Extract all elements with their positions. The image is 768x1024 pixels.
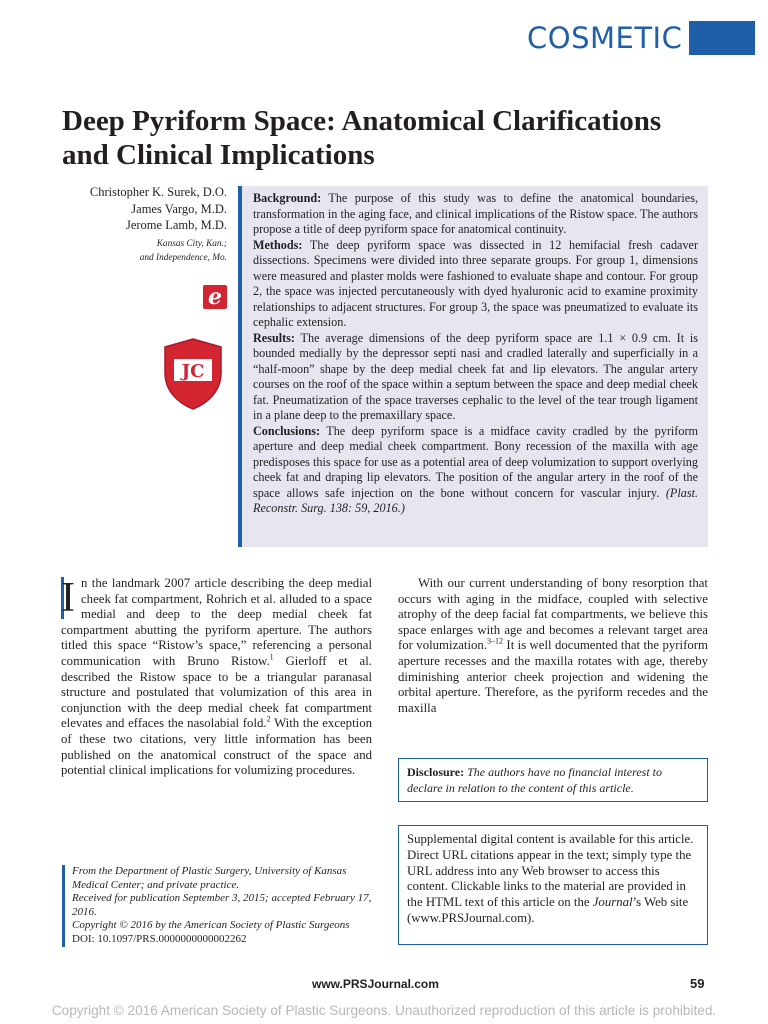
- abstract-label: Conclusions:: [253, 423, 321, 438]
- body-column-right: [398, 576, 708, 716]
- author-name: James Vargo, M.D.: [131, 201, 227, 216]
- supplement-text: Supplemental digital content is available for this article. Direct URL citations appear in the text; simply type the URL address into any Web browser to access this content. Clickable links to the material are provided in the HTML text of this article on the: [407, 832, 694, 910]
- abstract-citation: (Plast. Reconstr. Surg. 138: 59, 2016.): [253, 485, 699, 515]
- abstract-text: The average dimensions of the deep pyriform space are 1.1 × 0.9 cm. It is bounded medially by the depressor septi nasi and cradled laterally and superficially in a “half-moon” shape by the deep medial cheek fat and lip elevators. The angular artery courses on the roof of the space within a septum between the space and deep medial cheek fat. Pneumatization of the space traverses cephalic to the level of the tear trough ligament in a plane deep to the premaxillary space.: [253, 330, 698, 422]
- footnote-department: From the Department of Plastic Surgery, University of Kansas Medical Center; and private practice.: [72, 865, 347, 891]
- article-title: [62, 104, 722, 172]
- abstract-label: Methods:: [253, 237, 303, 252]
- drop-cap: I: [61, 575, 75, 621]
- jc-badge-label: JC: [181, 361, 205, 382]
- author-name: Jerome Lamb, M.D.: [125, 218, 227, 232]
- supplemental-content-box: [398, 825, 708, 945]
- e-content-icon[interactable]: [203, 285, 227, 309]
- article-title-line-2: and Clinical Implications: [62, 139, 375, 171]
- section-header: [527, 21, 755, 55]
- e-badge-label: e: [208, 284, 222, 310]
- body-text: Gierloff et al. described the Ristow space to be a triangular paranasal structure and postulated that volumization of this area in conjunction with the deep medial cheek fat compartment elevates and effaces the nasolabial fold.: [61, 653, 372, 731]
- article-title-line-1: Deep Pyriform Space: Anatomical Clarifications: [62, 105, 662, 137]
- author-list: [40, 184, 227, 234]
- body-text: It is well documented that the pyriform aperture recesses and the maxilla rotates with age, thereby diminishing anterior cheek projection and widening the orbital aperture. Therefore, as the pyriform recedes and the maxilla: [398, 638, 708, 715]
- body-text: n the landmark 2007 article describing the deep medial cheek fat compartment, Rohrich et al. alluded to a space medial and deep to the deep medial cheek fat compartment abutting the pyriform aperture. The authors titled this space “Ristow’s space,” referencing a personal communication with Bruno Ristow.: [61, 576, 372, 668]
- affiliation-line: and Independence, Mo.: [139, 252, 227, 263]
- reference-marker[interactable]: 1: [269, 652, 274, 662]
- supplement-journal-name: Journal: [592, 895, 633, 910]
- article-footnote: [62, 865, 373, 947]
- abstract-text: The purpose of this study was to define the anatomical boundaries, transformation in the aging face, and clinical implications of the Ristow space. The authors propose a title of deep pyriform space for anatomical continuity.: [253, 191, 699, 236]
- section-label: COSMETIC: [527, 21, 683, 55]
- disclosure-label: Disclosure:: [407, 765, 465, 779]
- abstract-box: [238, 186, 708, 547]
- abstract-label: Background:: [253, 191, 322, 205]
- footnote-copyright: Copyright © 2016 by the American Society of Plastic Surgeons: [72, 919, 350, 932]
- body-text: With the exception of these two citations, very little information has been published on the anatomical construct of the space and potential clinical implications for volumizing procedures.: [61, 716, 372, 778]
- section-color-bar: [689, 21, 755, 55]
- disclosure-box: [398, 758, 708, 802]
- reference-marker[interactable]: 2: [266, 715, 271, 725]
- supplement-text: ’s Web site (www.PRSJournal.com).: [407, 895, 689, 925]
- page-number: 59: [690, 976, 705, 991]
- copyright-notice: Copyright © 2016 American Society of Plastic Surgeons. Unauthorized reproduction of this article is prohibited.: [51, 1003, 717, 1018]
- footnote-received: Received for publication September 3, 2015; accepted February 17, 2016.: [72, 892, 372, 918]
- disclosure-text: The authors have no financial interest to declare in relation to the content of this article.: [407, 765, 662, 795]
- reference-marker[interactable]: 3–12: [487, 637, 504, 647]
- journal-club-shield-icon[interactable]: [162, 337, 224, 411]
- body-text: With our current understanding of bony resorption that occurs with aging in the midface, coupled with selective atrophy of the deep facial fat compartments, we believe this space enlarges with age and becomes a relevant target area for volumization.: [398, 576, 708, 653]
- abstract-methods: [253, 238, 698, 331]
- affiliation-line: Kansas City, Kan.;: [156, 239, 227, 249]
- abstract-text: The deep pyriform space was dissected in 12 hemifacial fresh cadaver dissections. Specimens were divided into three separate groups. For group 1, dimensions were measured and plaster molds were fashioned to evaluate shape and contour. For group 2, the space was injected percutaneously with dyed hyaluronic acid to examine proximity relationships to adjacent structures. For group 3, the space was pneumatized to evaluate its cephalic extension.: [253, 237, 699, 329]
- footnote-doi[interactable]: DOI: 10.1097/PRS.0000000000002262: [72, 932, 247, 945]
- abstract-results: [253, 331, 698, 424]
- abstract-label: Results:: [253, 330, 295, 345]
- abstract-conclusions: [253, 424, 698, 517]
- abstract-text: The deep pyriform space is a midface cavity cradled by the pyriform aperture and deep medial cheek compartment. Bony recession of the maxilla with age predisposes this space for use as a potential area of deep volumization to support overlying cheek fat and draping lip elevators. The position of the angular artery in the roof of the space allows safe injection on the bone without concern for vascular injury.: [253, 423, 698, 500]
- author-affiliation: [40, 238, 227, 265]
- body-column-left: [61, 576, 372, 779]
- abstract-background: [253, 191, 698, 238]
- author-name: Christopher K. Surek, D.O.: [89, 185, 227, 199]
- journal-url-link[interactable]: www.PRSJournal.com: [312, 977, 439, 991]
